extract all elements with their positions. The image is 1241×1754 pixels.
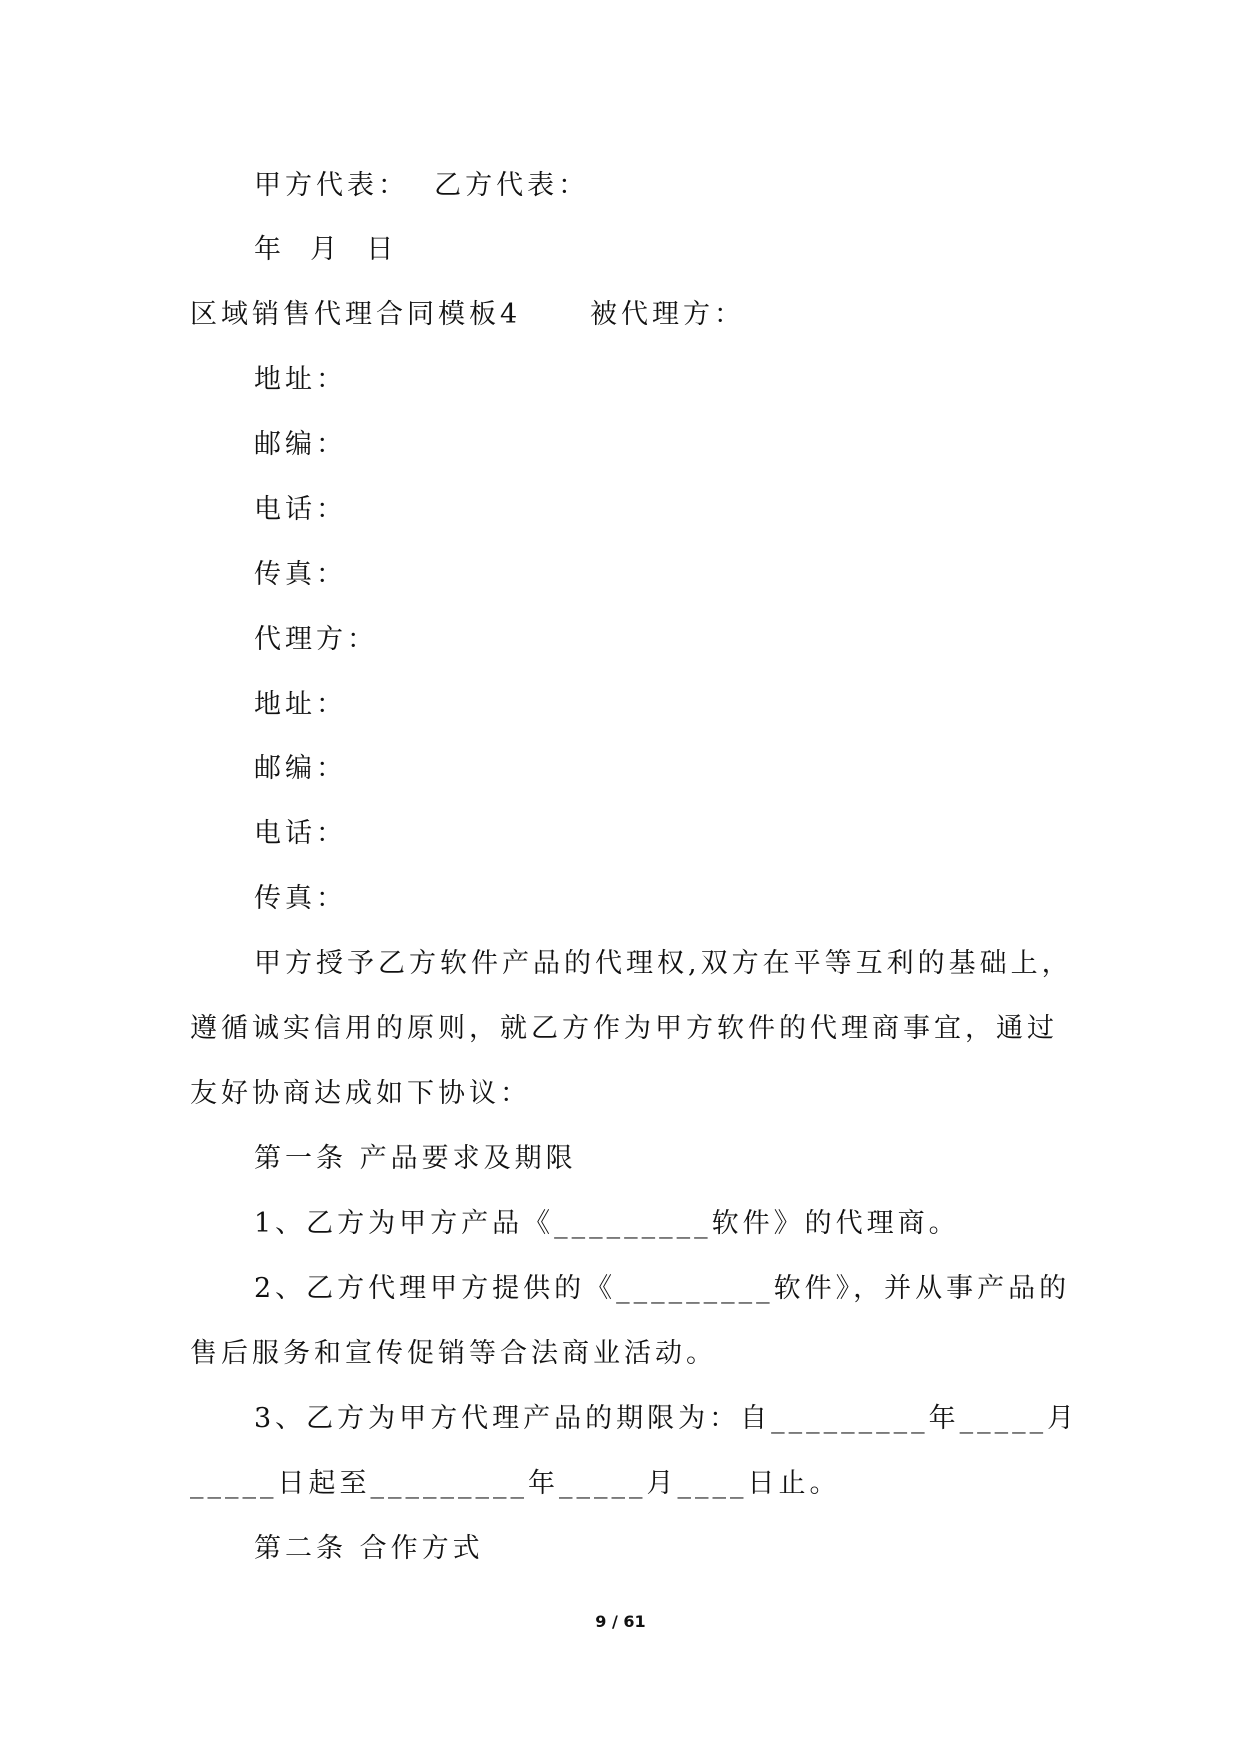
article-1-heading: 第一条 产品要求及期限: [254, 1143, 577, 1174]
agent-postcode: 邮编：: [254, 753, 347, 784]
agent-label: 代理方：: [254, 624, 378, 655]
article-1-item-3-line-1: 3、乙方为甲方代理产品的期限为：自_________年_____月: [254, 1403, 1079, 1434]
article-2-heading: 第二条 合作方式: [254, 1533, 484, 1564]
principal-fax: 传真：: [254, 559, 347, 590]
intro-paragraph-line-2: 遵循诚实信用的原则，就乙方作为甲方软件的代理商事宜，通过: [190, 1013, 1058, 1044]
intro-paragraph-line-3: 友好协商达成如下协议：: [190, 1078, 531, 1109]
principal-address: 地址：: [254, 364, 347, 395]
agent-phone: 电话：: [254, 818, 347, 849]
representatives-line: 甲方代表： 乙方代表：: [254, 170, 590, 201]
article-1-item-2-line-2: 售后服务和宣传促销等合法商业活动。: [190, 1338, 717, 1369]
intro-paragraph-line-1: 甲方授予乙方软件产品的代理权,双方在平等互利的基础上，: [254, 948, 1073, 979]
agent-address: 地址：: [254, 689, 347, 720]
date-line: 年 月 日: [254, 234, 398, 265]
principal-label: 被代理方：: [590, 299, 745, 330]
section-title: 区域销售代理合同模板4: [190, 299, 522, 330]
article-1-item-3-line-2: _____日起至_________年_____月____日止。: [190, 1468, 841, 1499]
page-number: 9 / 61: [595, 1612, 646, 1631]
article-1-item-1: 1、乙方为甲方产品《_________软件》的代理商。: [254, 1208, 960, 1239]
agent-fax: 传真：: [254, 883, 347, 914]
principal-phone: 电话：: [254, 494, 347, 525]
principal-postcode: 邮编：: [254, 429, 347, 460]
article-1-item-2-line-1: 2、乙方代理甲方提供的《_________软件》，并从事产品的: [254, 1273, 1071, 1304]
